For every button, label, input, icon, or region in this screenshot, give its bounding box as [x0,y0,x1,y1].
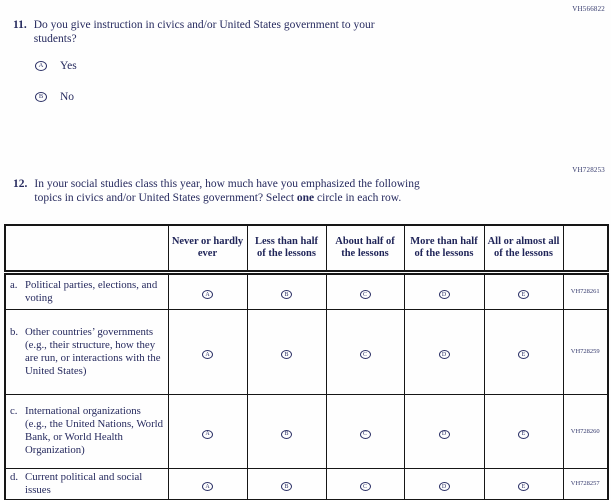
answer-bubble-d-D[interactable]: D [439,482,450,491]
header-row [5,225,608,272]
row-topic-a: Political parties, elections, and voting [25,278,158,304]
answer-cell [247,394,326,468]
header-code [563,225,608,272]
answer-bubble-b-A[interactable]: A [202,350,213,359]
header-topic [5,225,168,272]
answer-bubble-a-E[interactable]: E [518,290,529,299]
answer-cell [484,272,563,309]
vh-code-row-a: VH728261 [563,272,608,309]
answer-cell [326,468,404,500]
question-12-number: 12. [13,178,28,190]
question-11-text [34,19,375,46]
vh-code-q11: VH566822 [572,5,605,13]
bold-one: one [296,191,315,204]
option-label-no: No [60,91,75,103]
answer-bubble-b-E[interactable]: E [518,350,529,359]
answer-bubble-d-C[interactable]: C [360,482,371,491]
option-bubble-yes[interactable]: A [35,61,47,71]
topic-cell-b [5,309,168,394]
row-letter-a: a. [10,278,18,291]
answer-cell [484,468,563,500]
answer-bubble-b-C[interactable]: C [360,350,371,359]
answer-cell [404,394,484,468]
answer-bubble-c-D[interactable]: D [439,430,450,439]
row-letter-d: d. [10,470,19,483]
answer-cell [168,272,247,309]
answer-bubble-a-D[interactable]: D [439,290,450,299]
emphasis-table [4,224,609,500]
answer-bubble-b-B[interactable]: B [281,350,292,359]
topic-cell-c [5,394,168,468]
row-topic-c: International organizations (e.g., the United Nations, World Bank, or World Health Organization) [25,405,164,456]
question-12-line1: In your social studies class this year, how much have you emphasized the following [34,178,420,190]
answer-cell [247,468,326,500]
row-topic-d: Current political and social issues [25,470,143,496]
answer-cell [404,272,484,309]
question-11-line1: Do you give instruction in civics and/or United States government to your [33,19,375,31]
answer-bubble-c-C[interactable]: C [360,430,371,439]
answer-bubble-a-A[interactable]: A [202,290,213,299]
answer-bubble-c-B[interactable]: B [281,430,292,439]
answer-cell [484,309,563,394]
answer-cell [326,394,404,468]
table-row-c [5,394,608,468]
answer-bubble-d-A[interactable]: A [202,482,213,491]
answer-bubble-a-B[interactable]: B [281,290,292,299]
question-11-number: 11. [13,19,27,31]
vh-code-q12: VH728253 [572,166,605,174]
answer-cell [404,468,484,500]
table-row-a [5,272,608,309]
option-no [35,91,74,103]
option-yes [35,60,77,72]
question-12 [13,178,513,205]
answer-cell [404,309,484,394]
answer-cell [168,309,247,394]
answer-cell [247,309,326,394]
topic-cell-d [5,468,168,500]
answer-bubble-a-C[interactable]: C [360,290,371,299]
vh-code-row-d: VH728257 [563,468,608,500]
header-never: Never or hardly ever [168,225,247,272]
answer-bubble-d-B[interactable]: B [281,482,292,491]
topic-cell-a [5,272,168,309]
header-about-half: About half of the lessons [326,225,404,272]
vh-code-row-c: VH728260 [563,394,608,468]
row-letter-c: c. [10,405,18,417]
question-11 [13,19,503,46]
header-less-than-half: Less than half of the lessons [247,225,326,272]
question-12-line2: topics in civics and/or United States government? Select one circle in each row. [34,191,402,204]
header-more-than-half: More than half of the lessons [404,225,484,272]
option-bubble-no[interactable]: B [35,92,47,102]
answer-cell [168,468,247,500]
header-all-or-almost-all: All or almost all of the lessons [484,225,563,272]
answer-bubble-d-E[interactable]: E [518,482,529,491]
answer-bubble-c-A[interactable]: A [202,430,213,439]
question-12-text [34,178,419,205]
answer-cell [247,272,326,309]
answer-bubble-c-E[interactable]: E [518,430,529,439]
answer-bubble-b-D[interactable]: D [439,350,450,359]
answer-cell [326,309,404,394]
option-label-yes: Yes [60,60,77,72]
question-11-line2: students? [33,32,77,45]
row-topic-b: Other countries’ governments (e.g., their structure, how they are run, or interactions with the United States) [25,325,161,377]
table-row-d [5,468,608,500]
answer-cell [168,394,247,468]
row-letter-b: b. [10,325,19,338]
answer-cell [326,272,404,309]
vh-code-row-b: VH728259 [563,309,608,394]
answer-cell [484,394,563,468]
table-row-b [5,309,608,394]
